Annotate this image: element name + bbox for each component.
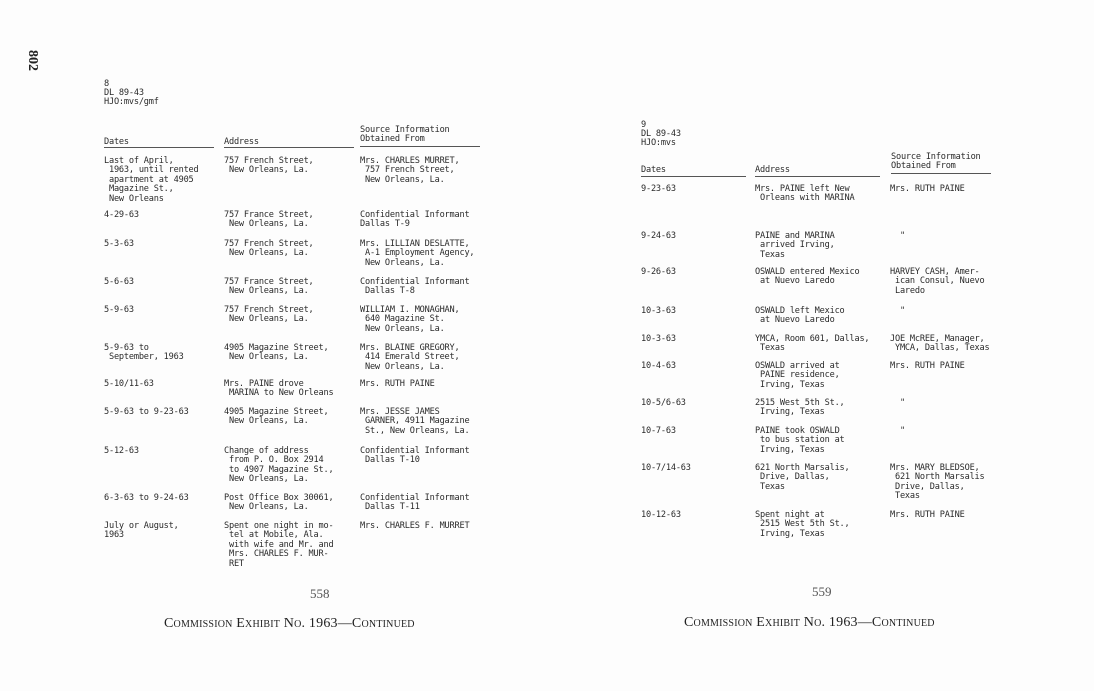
header-source: Source Information Obtained From xyxy=(891,152,981,172)
cell-source: Confidential Informant Dallas T-8 xyxy=(360,277,470,297)
cell-source: " xyxy=(890,231,905,241)
initials: HJO:mvs xyxy=(641,138,676,148)
cell-source: Mrs. MARY BLEDSOE, 621 North Marsalis Drive, Dallas, Texas xyxy=(890,463,985,502)
exhibit-caption: Commission Exhibit No. 1963—Continued xyxy=(164,616,415,631)
cell-source: Mrs. LILLIAN DESLATTE, A-1 Employment Agency, New Orleans, La. xyxy=(360,239,475,268)
cell-date: 5-12-63 xyxy=(104,446,139,456)
header-address: Address xyxy=(224,137,259,147)
cell-date: 5-9-63 to 9-23-63 xyxy=(104,407,189,417)
cell-address: YMCA, Room 601, Dallas, Texas xyxy=(755,334,870,354)
cell-date: 9-26-63 xyxy=(641,267,676,277)
cell-address: OSWALD entered Mexico at Nuevo Laredo xyxy=(755,267,860,287)
volume-page-number: 802 xyxy=(25,50,40,71)
cell-source: " xyxy=(890,306,905,316)
cell-address: 757 France Street, New Orleans, La. xyxy=(224,277,314,297)
cell-date: 9-23-63 xyxy=(641,184,676,194)
cell-date: Last of April, 1963, until rented apartment at 4905 Magazine St., New Orleans xyxy=(104,156,199,204)
header-rule xyxy=(104,147,214,148)
folio: 558 xyxy=(310,586,330,601)
cell-address: OSWALD arrived at PAINE residence, Irving, Texas xyxy=(755,361,840,390)
cell-source: Confidential Informant Dallas T-10 xyxy=(360,446,470,466)
cell-source: JOE McREE, Manager, YMCA, Dallas, Texas xyxy=(890,334,990,354)
cell-date: 5-9-63 xyxy=(104,305,134,315)
cell-source: Confidential Informant Dallas T-11 xyxy=(360,493,470,513)
header-rule xyxy=(360,146,480,147)
cell-address: Spent one night in mo- tel at Mobile, Ala. with wife and Mr. and Mrs. CHARLES F. MUR- RET xyxy=(224,521,334,569)
cell-address: 757 French Street, New Orleans, La. xyxy=(224,156,314,176)
cell-address: PAINE and MARINA arrived Irving, Texas xyxy=(755,231,835,260)
cell-address: 2515 West 5th St., Irving, Texas xyxy=(755,398,845,418)
cell-source: Mrs. RUTH PAINE xyxy=(890,510,965,520)
header-dates: Dates xyxy=(104,137,129,147)
header-address: Address xyxy=(755,165,790,175)
file-number: DL 89-43 xyxy=(641,129,681,139)
cell-address: Spent night at 2515 West 5th St., Irving, Texas xyxy=(755,510,850,539)
cell-source: Mrs. BLAINE GREGORY, 414 Emerald Street, New Orleans, La. xyxy=(360,343,460,372)
cell-address: PAINE took OSWALD to bus station at Irving, Texas xyxy=(755,426,845,455)
cell-address: Post Office Box 30061, New Orleans, La. xyxy=(224,493,334,513)
file-number: DL 89-43 xyxy=(104,88,144,98)
cell-address: Change of address from P. O. Box 2914 to 4907 Magazine St., New Orleans, La. xyxy=(224,446,334,485)
cell-address: Mrs. PAINE drove MARINA to New Orleans xyxy=(224,379,334,399)
cell-source: Mrs. JESSE JAMES GARNER, 4911 Magazine St., New Orleans, La. xyxy=(360,407,470,436)
initials: HJO:mvs/gmf xyxy=(104,97,159,107)
header-rule xyxy=(641,176,746,177)
cell-address: OSWALD left Mexico at Nuevo Laredo xyxy=(755,306,845,326)
cell-date: 5-10/11-63 xyxy=(104,379,154,389)
cell-source: WILLIAM I. MONAGHAN, 640 Magazine St. New Orleans, La. xyxy=(360,305,460,334)
header-rule xyxy=(224,147,354,148)
cell-source: " xyxy=(890,426,905,436)
cell-address: 4905 Magazine Street, New Orleans, La. xyxy=(224,407,329,427)
cell-source: Confidential Informant Dallas T-9 xyxy=(360,210,470,230)
cell-source: Mrs. RUTH PAINE xyxy=(890,184,965,194)
cell-date: 10-7/14-63 xyxy=(641,463,691,473)
cell-date: 5-9-63 to September, 1963 xyxy=(104,343,184,363)
cell-source: Mrs. RUTH PAINE xyxy=(890,361,965,371)
cell-address: Mrs. PAINE left New Orleans with MARINA xyxy=(755,184,855,204)
exhibit-caption: Commission Exhibit No. 1963—Continued xyxy=(684,615,935,630)
cell-address: 757 French Street, New Orleans, La. xyxy=(224,239,314,259)
cell-date: 10-3-63 xyxy=(641,306,676,316)
page-number: 8 xyxy=(104,79,109,89)
cell-source: Mrs. CHARLES F. MURRET xyxy=(360,521,470,531)
cell-address: 621 North Marsalis, Drive, Dallas, Texas xyxy=(755,463,850,492)
header-rule xyxy=(755,176,880,177)
cell-source: " xyxy=(890,398,905,408)
header-dates: Dates xyxy=(641,165,666,175)
cell-date: 4-29-63 xyxy=(104,210,139,220)
header-rule xyxy=(891,173,991,174)
cell-date: 10-5/6-63 xyxy=(641,398,686,408)
cell-address: 757 French Street, New Orleans, La. xyxy=(224,305,314,325)
cell-date: 10-12-63 xyxy=(641,510,681,520)
cell-source: HARVEY CASH, Amer- ican Consul, Nuevo Laredo xyxy=(890,267,985,296)
cell-source: Mrs. CHARLES MURRET, 757 French Street, New Orleans, La. xyxy=(360,156,460,185)
cell-date: 10-4-63 xyxy=(641,361,676,371)
cell-date: 9-24-63 xyxy=(641,231,676,241)
cell-date: 5-3-63 xyxy=(104,239,134,249)
cell-date: 10-7-63 xyxy=(641,426,676,436)
page-number: 9 xyxy=(641,120,646,130)
cell-date: 6-3-63 to 9-24-63 xyxy=(104,493,189,503)
cell-date: 5-6-63 xyxy=(104,277,134,287)
folio: 559 xyxy=(812,584,832,599)
cell-address: 4905 Magazine Street, New Orleans, La. xyxy=(224,343,329,363)
cell-source: Mrs. RUTH PAINE xyxy=(360,379,435,389)
cell-date: July or August, 1963 xyxy=(104,521,179,541)
cell-date: 10-3-63 xyxy=(641,334,676,344)
header-source: Source Information Obtained From xyxy=(360,125,450,145)
cell-address: 757 France Street, New Orleans, La. xyxy=(224,210,314,230)
